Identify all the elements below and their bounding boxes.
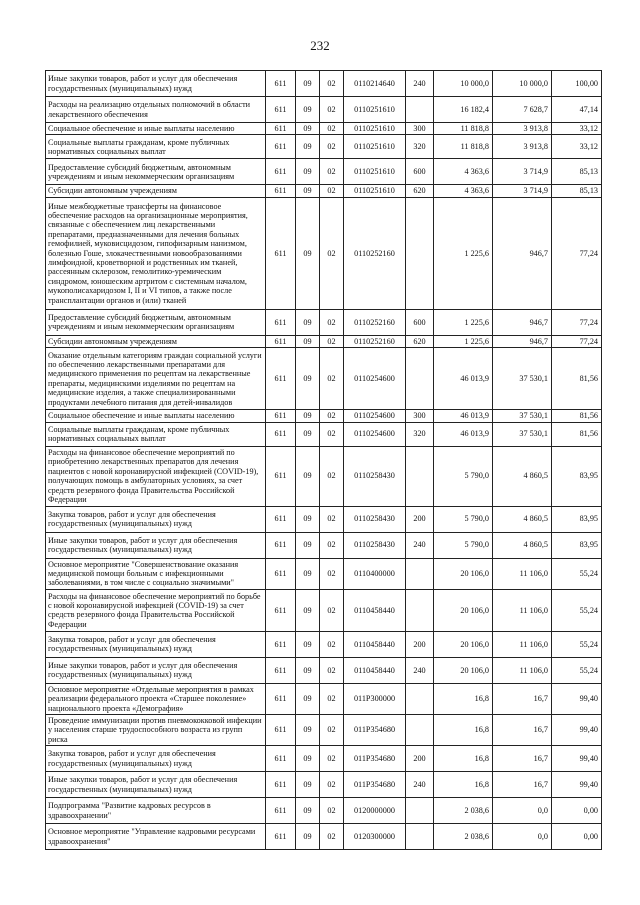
- row-fact-amount: 946,7: [493, 309, 552, 335]
- row-section-code: 09: [296, 772, 320, 798]
- row-plan-amount: 20 106,0: [434, 589, 493, 631]
- row-ministry-code: 611: [266, 185, 296, 197]
- row-percent: 99,40: [552, 715, 602, 746]
- row-subsection-code: 02: [320, 123, 344, 135]
- row-section-code: 09: [296, 335, 320, 347]
- row-target-code: 0120300000: [344, 824, 406, 850]
- row-target-code: 0110214640: [344, 71, 406, 97]
- row-fact-amount: 16,7: [493, 715, 552, 746]
- table-row: [46, 159, 602, 185]
- row-name: Основное мероприятие "Управление кадровыми ресурсами здравоохранения": [46, 824, 266, 850]
- row-percent: 47,14: [552, 97, 602, 123]
- row-percent: 85,13: [552, 159, 602, 185]
- row-fact-amount: 11 106,0: [493, 657, 552, 683]
- row-section-code: 09: [296, 532, 320, 558]
- row-name: Предоставление субсидий бюджетным, автономным учреждениям и иным некоммерческим организациям: [46, 159, 266, 185]
- row-plan-amount: 20 106,0: [434, 558, 493, 589]
- row-expense-kind: 200: [406, 631, 434, 657]
- row-name: Иные закупки товаров, работ и услуг для обеспечения государственных (муниципальных) нужд: [46, 657, 266, 683]
- row-section-code: 09: [296, 715, 320, 746]
- table-row: [46, 422, 602, 446]
- row-expense-kind: 320: [406, 422, 434, 446]
- row-subsection-code: 02: [320, 197, 344, 309]
- row-plan-amount: 16,8: [434, 683, 493, 714]
- row-section-code: 09: [296, 185, 320, 197]
- row-ministry-code: 611: [266, 589, 296, 631]
- table-row: [46, 631, 602, 657]
- row-subsection-code: 02: [320, 589, 344, 631]
- row-subsection-code: 02: [320, 422, 344, 446]
- table-row: [46, 197, 602, 309]
- row-expense-kind: 240: [406, 657, 434, 683]
- row-percent: 99,40: [552, 746, 602, 772]
- row-name: Субсидии автономным учреждениям: [46, 185, 266, 197]
- row-target-code: 0110458440: [344, 631, 406, 657]
- table-row: [46, 772, 602, 798]
- row-target-code: 0110258430: [344, 446, 406, 506]
- table-row: [46, 532, 602, 558]
- row-target-code: 0110252160: [344, 335, 406, 347]
- row-fact-amount: 7 628,7: [493, 97, 552, 123]
- row-name: Субсидии автономным учреждениям: [46, 335, 266, 347]
- row-fact-amount: 946,7: [493, 335, 552, 347]
- table-row: [46, 657, 602, 683]
- row-plan-amount: 5 790,0: [434, 506, 493, 532]
- row-fact-amount: 0,0: [493, 824, 552, 850]
- row-target-code: 0110251610: [344, 159, 406, 185]
- row-subsection-code: 02: [320, 410, 344, 422]
- row-expense-kind: [406, 97, 434, 123]
- row-name: Расходы на финансовое обеспечение мероприятий по борьбе с новой коронавирусной инфекцией (COVID-19) за счет средств резервного фонда Правительства Российской Федерации: [46, 589, 266, 631]
- row-percent: 83,95: [552, 446, 602, 506]
- row-ministry-code: 611: [266, 746, 296, 772]
- row-subsection-code: 02: [320, 824, 344, 850]
- row-percent: 0,00: [552, 798, 602, 824]
- row-subsection-code: 02: [320, 309, 344, 335]
- row-target-code: 011P354680: [344, 715, 406, 746]
- row-name: Проведение иммунизации против пневмококковой инфекции у населения старше трудоспособного возраста из групп риска: [46, 715, 266, 746]
- row-plan-amount: 10 000,0: [434, 71, 493, 97]
- row-plan-amount: 1 225,6: [434, 197, 493, 309]
- row-name: Расходы на финансовое обеспечение мероприятий по приобретению лекарственных препаратов для лечения пациентов с новой коронавирусной инфекцией (COVID-19), получающих помощь в амбулаторных условиях, за счет средств резервного фонда Правительства Российской Федерации: [46, 446, 266, 506]
- row-plan-amount: 16,8: [434, 746, 493, 772]
- row-subsection-code: 02: [320, 159, 344, 185]
- row-expense-kind: [406, 348, 434, 410]
- table-row: [46, 446, 602, 506]
- row-plan-amount: 1 225,6: [434, 335, 493, 347]
- row-percent: 55,24: [552, 631, 602, 657]
- row-expense-kind: 300: [406, 410, 434, 422]
- row-plan-amount: 16,8: [434, 715, 493, 746]
- row-ministry-code: 611: [266, 309, 296, 335]
- row-ministry-code: 611: [266, 798, 296, 824]
- row-section-code: 09: [296, 506, 320, 532]
- row-percent: 100,00: [552, 71, 602, 97]
- row-expense-kind: [406, 683, 434, 714]
- row-fact-amount: 4 860,5: [493, 532, 552, 558]
- row-plan-amount: 16 182,4: [434, 97, 493, 123]
- row-subsection-code: 02: [320, 715, 344, 746]
- row-subsection-code: 02: [320, 798, 344, 824]
- row-ministry-code: 611: [266, 97, 296, 123]
- row-percent: 99,40: [552, 683, 602, 714]
- row-expense-kind: [406, 824, 434, 850]
- row-fact-amount: 4 860,5: [493, 446, 552, 506]
- row-fact-amount: 11 106,0: [493, 631, 552, 657]
- row-section-code: 09: [296, 683, 320, 714]
- page-number: 232: [310, 38, 330, 53]
- row-plan-amount: 4 363,6: [434, 159, 493, 185]
- row-ministry-code: 611: [266, 657, 296, 683]
- table-row: [46, 589, 602, 631]
- row-section-code: 09: [296, 558, 320, 589]
- row-plan-amount: 20 106,0: [434, 631, 493, 657]
- row-target-code: 011P300000: [344, 683, 406, 714]
- table-row: [46, 746, 602, 772]
- row-target-code: 0110254600: [344, 422, 406, 446]
- table-row: [46, 123, 602, 135]
- row-fact-amount: 11 106,0: [493, 589, 552, 631]
- table-row: [46, 348, 602, 410]
- row-expense-kind: [406, 558, 434, 589]
- row-subsection-code: 02: [320, 657, 344, 683]
- row-fact-amount: 11 106,0: [493, 558, 552, 589]
- row-fact-amount: 3 714,9: [493, 159, 552, 185]
- row-ministry-code: 611: [266, 422, 296, 446]
- row-name: Социальные выплаты гражданам, кроме публичных нормативных социальных выплат: [46, 135, 266, 159]
- table-row: [46, 335, 602, 347]
- budget-table: [45, 70, 602, 850]
- table-row: [46, 309, 602, 335]
- row-ministry-code: 611: [266, 558, 296, 589]
- row-section-code: 09: [296, 309, 320, 335]
- row-ministry-code: 611: [266, 123, 296, 135]
- row-section-code: 09: [296, 422, 320, 446]
- row-name: Социальное обеспечение и иные выплаты населению: [46, 410, 266, 422]
- row-target-code: 0110458440: [344, 657, 406, 683]
- row-ministry-code: 611: [266, 631, 296, 657]
- row-expense-kind: 320: [406, 135, 434, 159]
- row-fact-amount: 37 530,1: [493, 348, 552, 410]
- row-percent: 81,56: [552, 348, 602, 410]
- row-section-code: 09: [296, 446, 320, 506]
- row-fact-amount: 946,7: [493, 197, 552, 309]
- row-ministry-code: 611: [266, 532, 296, 558]
- row-expense-kind: 240: [406, 772, 434, 798]
- row-expense-kind: 240: [406, 532, 434, 558]
- row-ministry-code: 611: [266, 715, 296, 746]
- row-name: Расходы на реализацию отдельных полномочий в области лекарственного обеспечения: [46, 97, 266, 123]
- row-section-code: 09: [296, 798, 320, 824]
- table-row: [46, 824, 602, 850]
- row-target-code: 011P354680: [344, 772, 406, 798]
- table-row: [46, 715, 602, 746]
- row-ministry-code: 611: [266, 348, 296, 410]
- row-ministry-code: 611: [266, 824, 296, 850]
- row-expense-kind: [406, 715, 434, 746]
- row-fact-amount: 16,7: [493, 772, 552, 798]
- row-expense-kind: [406, 589, 434, 631]
- row-expense-kind: [406, 197, 434, 309]
- row-ministry-code: 611: [266, 410, 296, 422]
- row-section-code: 09: [296, 746, 320, 772]
- row-plan-amount: 20 106,0: [434, 657, 493, 683]
- table-row: [46, 558, 602, 589]
- row-plan-amount: 2 038,6: [434, 798, 493, 824]
- row-target-code: 0110252160: [344, 309, 406, 335]
- row-expense-kind: 600: [406, 309, 434, 335]
- row-target-code: 0110254600: [344, 410, 406, 422]
- row-name: Закупка товаров, работ и услуг для обеспечения государственных (муниципальных) нужд: [46, 506, 266, 532]
- row-section-code: 09: [296, 348, 320, 410]
- row-ministry-code: 611: [266, 683, 296, 714]
- row-name: Основное мероприятие «Отдельные мероприятия в рамках реализации федерального проекта «Старшее поколение» национального проекта «Демография»: [46, 683, 266, 714]
- row-expense-kind: 200: [406, 506, 434, 532]
- row-name: Иные закупки товаров, работ и услуг для обеспечения государственных (муниципальных) нужд: [46, 772, 266, 798]
- row-ministry-code: 611: [266, 197, 296, 309]
- row-fact-amount: 37 530,1: [493, 422, 552, 446]
- row-subsection-code: 02: [320, 446, 344, 506]
- row-percent: 85,13: [552, 185, 602, 197]
- row-subsection-code: 02: [320, 348, 344, 410]
- row-section-code: 09: [296, 589, 320, 631]
- row-subsection-code: 02: [320, 558, 344, 589]
- row-percent: 83,95: [552, 532, 602, 558]
- row-expense-kind: 620: [406, 335, 434, 347]
- table-row: [46, 410, 602, 422]
- row-target-code: 0110252160: [344, 197, 406, 309]
- row-fact-amount: 3 913,8: [493, 123, 552, 135]
- table-row: [46, 506, 602, 532]
- row-plan-amount: 16,8: [434, 772, 493, 798]
- row-percent: 55,24: [552, 657, 602, 683]
- row-section-code: 09: [296, 197, 320, 309]
- row-percent: 77,24: [552, 335, 602, 347]
- row-subsection-code: 02: [320, 97, 344, 123]
- row-subsection-code: 02: [320, 185, 344, 197]
- row-section-code: 09: [296, 97, 320, 123]
- row-fact-amount: 3 913,8: [493, 135, 552, 159]
- row-target-code: 0120000000: [344, 798, 406, 824]
- row-name: Закупка товаров, работ и услуг для обеспечения государственных (муниципальных) нужд: [46, 631, 266, 657]
- row-plan-amount: 4 363,6: [434, 185, 493, 197]
- row-ministry-code: 611: [266, 135, 296, 159]
- row-subsection-code: 02: [320, 772, 344, 798]
- row-fact-amount: 37 530,1: [493, 410, 552, 422]
- row-plan-amount: 46 013,9: [434, 422, 493, 446]
- table-row: [46, 135, 602, 159]
- row-percent: 81,56: [552, 410, 602, 422]
- row-fact-amount: 4 860,5: [493, 506, 552, 532]
- row-expense-kind: 300: [406, 123, 434, 135]
- row-plan-amount: 1 225,6: [434, 309, 493, 335]
- row-percent: 0,00: [552, 824, 602, 850]
- row-section-code: 09: [296, 657, 320, 683]
- row-section-code: 09: [296, 410, 320, 422]
- row-subsection-code: 02: [320, 335, 344, 347]
- row-name: Предоставление субсидий бюджетным, автономным учреждениям и иным некоммерческим организациям: [46, 309, 266, 335]
- row-percent: 55,24: [552, 589, 602, 631]
- row-name: Иные закупки товаров, работ и услуг для обеспечения государственных (муниципальных) нужд: [46, 532, 266, 558]
- table-row: [46, 798, 602, 824]
- row-section-code: 09: [296, 123, 320, 135]
- row-target-code: 011P354680: [344, 746, 406, 772]
- row-section-code: 09: [296, 159, 320, 185]
- row-subsection-code: 02: [320, 135, 344, 159]
- row-plan-amount: 2 038,6: [434, 824, 493, 850]
- row-ministry-code: 611: [266, 71, 296, 97]
- row-plan-amount: 5 790,0: [434, 446, 493, 506]
- row-percent: 33,12: [552, 123, 602, 135]
- row-percent: 81,56: [552, 422, 602, 446]
- row-target-code: 0110458440: [344, 589, 406, 631]
- row-target-code: 0110254600: [344, 348, 406, 410]
- row-target-code: 0110251610: [344, 185, 406, 197]
- row-target-code: 0110251610: [344, 123, 406, 135]
- row-plan-amount: 46 013,9: [434, 410, 493, 422]
- row-expense-kind: 240: [406, 71, 434, 97]
- row-ministry-code: 611: [266, 335, 296, 347]
- row-plan-amount: 11 818,8: [434, 135, 493, 159]
- row-name: Социальные выплаты гражданам, кроме публичных нормативных социальных выплат: [46, 422, 266, 446]
- table-row: [46, 683, 602, 714]
- row-name: Основное мероприятие "Совершенствование оказания медицинской помощи больным с инфекционными заболеваниями, в том числе с социально значимыми": [46, 558, 266, 589]
- row-subsection-code: 02: [320, 631, 344, 657]
- row-fact-amount: 10 000,0: [493, 71, 552, 97]
- row-section-code: 09: [296, 135, 320, 159]
- row-ministry-code: 611: [266, 446, 296, 506]
- row-percent: 99,40: [552, 772, 602, 798]
- row-section-code: 09: [296, 824, 320, 850]
- row-subsection-code: 02: [320, 746, 344, 772]
- row-name: Закупка товаров, работ и услуг для обеспечения государственных (муниципальных) нужд: [46, 746, 266, 772]
- table-row: [46, 97, 602, 123]
- row-subsection-code: 02: [320, 683, 344, 714]
- row-subsection-code: 02: [320, 506, 344, 532]
- row-subsection-code: 02: [320, 532, 344, 558]
- row-target-code: 0110251610: [344, 97, 406, 123]
- row-name: Подпрограмма "Развитие кадровых ресурсов в здравоохранении": [46, 798, 266, 824]
- row-name: Иные межбюджетные трансферты на финансовое обеспечение расходов на организационные мероприятия, связанные с обеспечением лиц лекарственными препаратами, предназначенными для лечения больных гемофилией, муковисцидозом, гипофизарным нанизмом, болезнью Гоше, злокачественными новообразованиями лимфоидной, кроветворной и родственных им тканей, рассеянным склерозом, гемолитико-уремическим синдромом, юношеским артритом с системным началом, мукополисахаридозом I, II и VI типов, а также после трансплантации органов и (или) тканей: [46, 197, 266, 309]
- row-expense-kind: 620: [406, 185, 434, 197]
- row-expense-kind: [406, 798, 434, 824]
- row-expense-kind: [406, 446, 434, 506]
- row-name: Иные закупки товаров, работ и услуг для обеспечения государственных (муниципальных) нужд: [46, 71, 266, 97]
- row-expense-kind: 600: [406, 159, 434, 185]
- row-ministry-code: 611: [266, 772, 296, 798]
- row-target-code: 0110251610: [344, 135, 406, 159]
- row-percent: 77,24: [552, 309, 602, 335]
- row-name: Социальное обеспечение и иные выплаты населению: [46, 123, 266, 135]
- row-name: Оказание отдельным категориям граждан социальной услуги по обеспечению лекарственными препаратами для медицинского применения по рецептам на лекарственные препараты, медицинскими изделиями по рецептам на медицинские изделия, а также специализированными продуктами лечебного питания для детей-инвалидов: [46, 348, 266, 410]
- row-plan-amount: 46 013,9: [434, 348, 493, 410]
- row-target-code: 0110258430: [344, 506, 406, 532]
- row-fact-amount: 0,0: [493, 798, 552, 824]
- row-ministry-code: 611: [266, 506, 296, 532]
- row-subsection-code: 02: [320, 71, 344, 97]
- row-fact-amount: 16,7: [493, 683, 552, 714]
- row-section-code: 09: [296, 631, 320, 657]
- row-target-code: 0110400000: [344, 558, 406, 589]
- row-percent: 77,24: [552, 197, 602, 309]
- row-plan-amount: 11 818,8: [434, 123, 493, 135]
- row-percent: 55,24: [552, 558, 602, 589]
- row-fact-amount: 16,7: [493, 746, 552, 772]
- row-expense-kind: 200: [406, 746, 434, 772]
- row-plan-amount: 5 790,0: [434, 532, 493, 558]
- row-percent: 33,12: [552, 135, 602, 159]
- row-percent: 83,95: [552, 506, 602, 532]
- table-row: [46, 71, 602, 97]
- row-target-code: 0110258430: [344, 532, 406, 558]
- row-section-code: 09: [296, 71, 320, 97]
- row-ministry-code: 611: [266, 159, 296, 185]
- row-fact-amount: 3 714,9: [493, 185, 552, 197]
- table-row: [46, 185, 602, 197]
